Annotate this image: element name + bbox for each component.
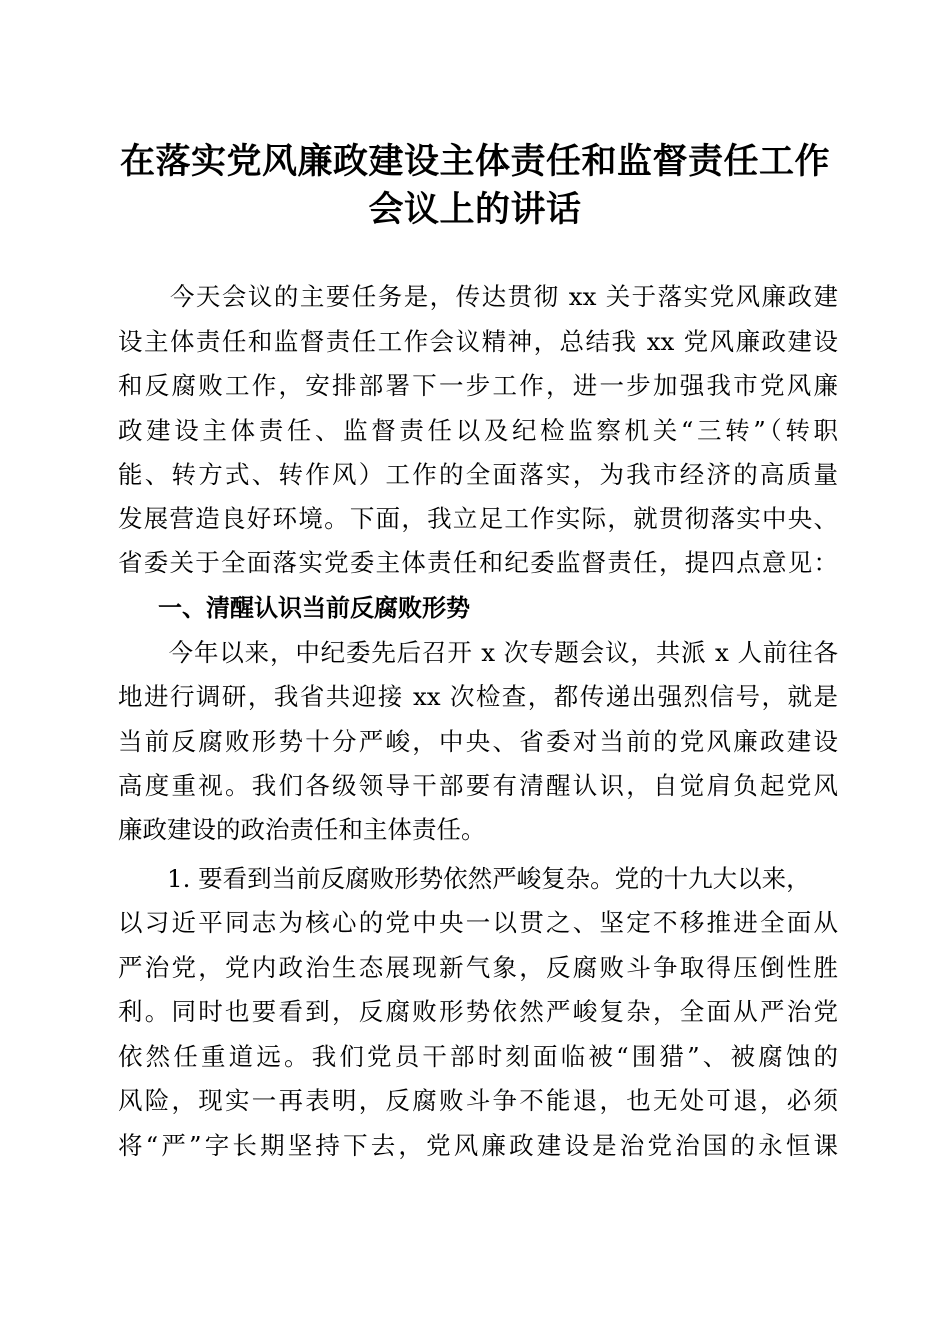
paragraph-3-line: 以习近平同志为核心的党中央一以贯之、坚定不移推进全面从 [118,908,838,937]
paragraph-3-line: 1. 要看到当前反腐败形势依然严峻复杂。党的十九大以来， [118,864,811,893]
paragraph-2-line: 今年以来，中纪委先后召开 x 次专题会议，共派 x 人前往各 [118,638,838,667]
paragraph-1-line: 发展营造良好环境。下面，我立足工作实际，就贯彻落实中央、 [118,504,838,533]
paragraph-3-line: 依然任重道远。我们党员干部时刻面临被“围猎”、被腐蚀的 [118,1042,838,1071]
paragraph-2-line: 高度重视。我们各级领导干部要有清醒认识，自觉肩负起党风 [118,771,838,800]
paragraph-1-line: 和反腐败工作，安排部署下一步工作，进一步加强我市党风廉 [118,371,838,400]
paragraph-1-line: 省委关于全面落实党委主体责任和纪委监督责任，提四点意见： [118,548,838,577]
paragraph-3-line: 严治党，党内政治生态展现新气象，反腐败斗争取得压倒性胜 [118,953,838,982]
paragraph-1-line: 设主体责任和监督责任工作会议精神，总结我 xx 党风廉政建设 [118,327,838,356]
paragraph-2-line: 地进行调研，我省共迎接 xx 次检查，都传递出强烈信号，就是 [118,682,838,711]
document-title-line-1: 在落实党风廉政建设主体责任和监督责任工作 [119,141,830,182]
paragraph-1-line: 能、转方式、转作风）工作的全面落实，为我市经济的高质量 [118,460,838,489]
paragraph-2-line: 廉政建设的政治责任和主体责任。 [118,815,486,844]
paragraph-3-line: 将“严”字长期坚持下去，党风廉政建设是治党治国的永恒课 [118,1131,838,1160]
paragraph-2-line: 当前反腐败形势十分严峻，中央、省委对当前的党风廉政建设 [118,727,838,756]
document-title-line-2: 会议上的讲话 [368,189,582,230]
paragraph-1-line: 今天会议的主要任务是，传达贯彻 xx 关于落实党风廉政建 [118,282,838,311]
paragraph-3-line: 利。同时也要看到，反腐败形势依然严峻复杂，全面从严治党 [118,997,838,1026]
paragraph-3-line: 风险，现实一再表明，反腐败斗争不能退，也无处可退，必须 [118,1086,838,1115]
section-heading: 一、清醒认识当前反腐败形势 [158,594,470,622]
paragraph-1-line: 政建设主体责任、监督责任以及纪检监察机关“三转”（转职 [118,416,838,445]
